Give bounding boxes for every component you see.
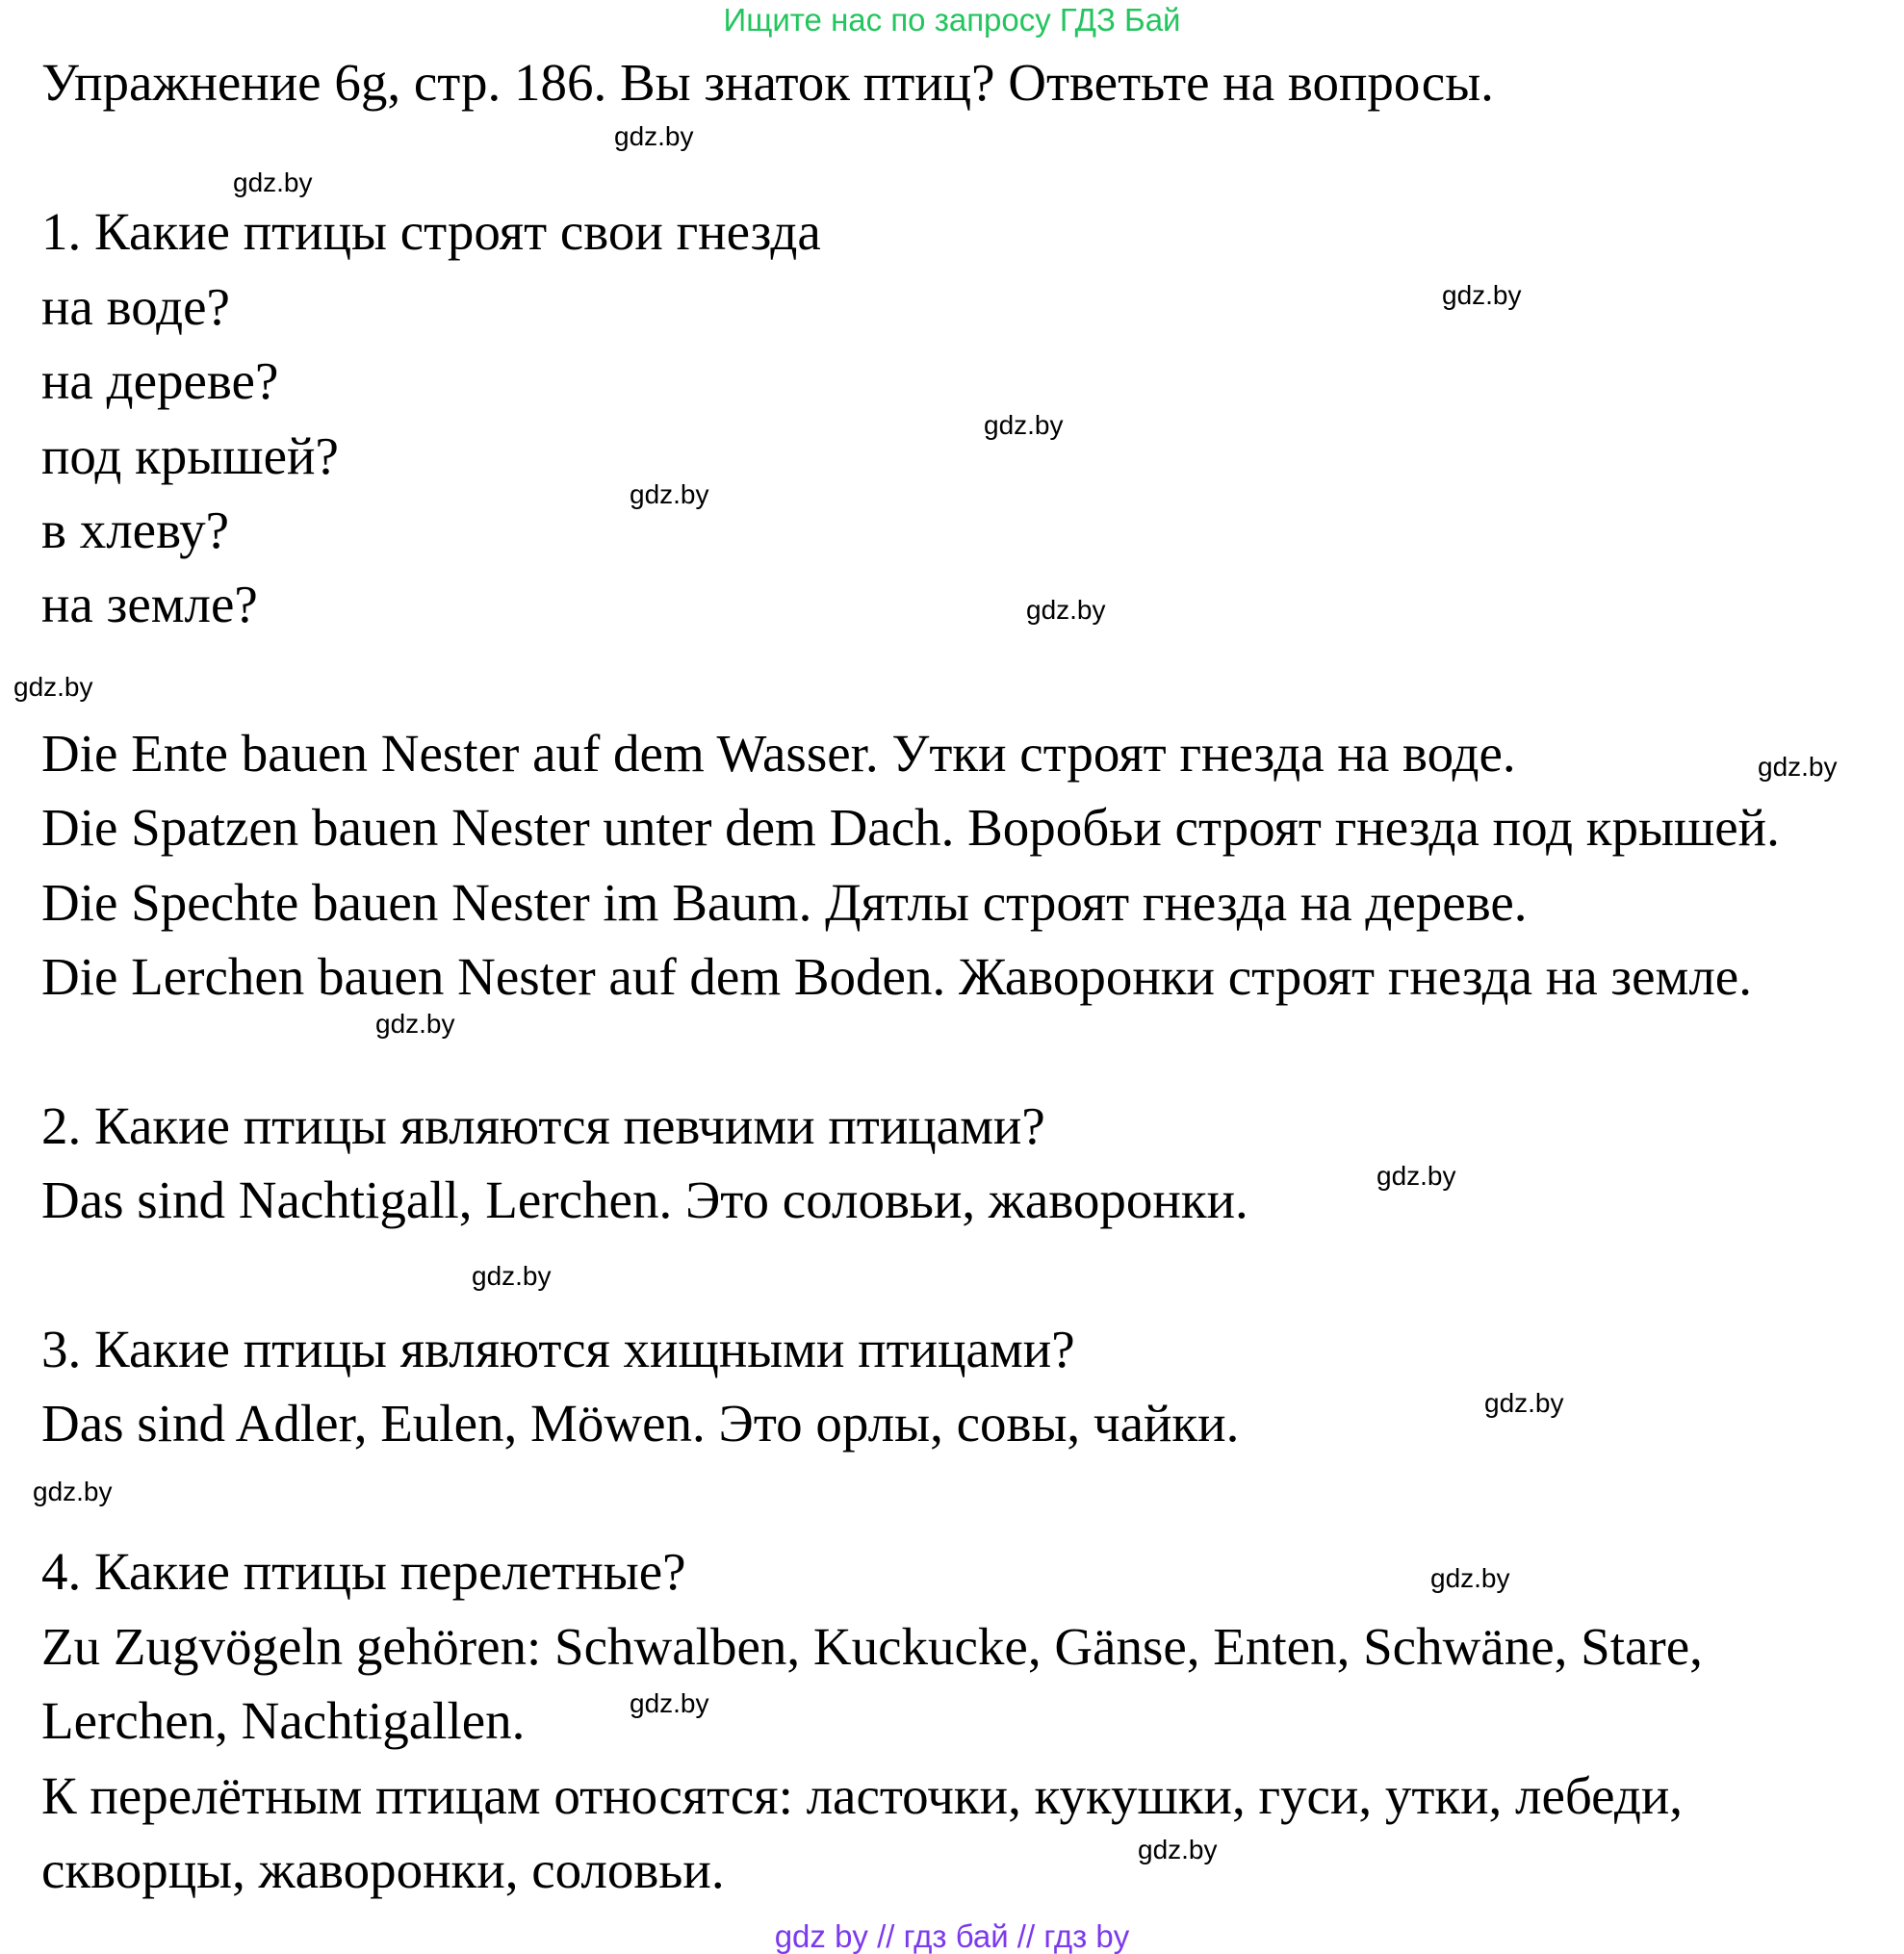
question-1-option: на воде? <box>41 277 230 336</box>
answer-4-de-line: Lerchen, Nachtigallen. <box>41 1691 526 1750</box>
watermark: gdz.by <box>984 410 1064 440</box>
watermark: gdz.by <box>472 1261 552 1291</box>
watermark: gdz.by <box>1377 1161 1456 1191</box>
watermark: gdz.by <box>1138 1835 1218 1864</box>
watermark: gdz.by <box>33 1477 113 1506</box>
question-4: 4. Какие птицы перелетные? <box>41 1542 686 1601</box>
watermark: gdz.by <box>375 1009 455 1039</box>
question-3: 3. Какие птицы являются хищными птицами? <box>41 1320 1075 1378</box>
question-1-option: в хлеву? <box>41 501 230 559</box>
watermark: gdz.by <box>13 672 93 702</box>
footer-links: gdz by // гдз бай // гдз by <box>774 1918 1130 1954</box>
watermark: gdz.by <box>1026 595 1106 625</box>
question-1-option: под крышей? <box>41 426 339 485</box>
watermark: gdz.by <box>614 121 694 151</box>
search-banner: Ищите нас по запросу ГДЗ Бай <box>723 2 1181 38</box>
answer-1-line: Die Ente bauen Nester auf dem Wasser. Утки строят гнезда на воде. <box>41 724 1516 783</box>
watermark: gdz.by <box>630 1688 709 1718</box>
question-2: 2. Какие птицы являются певчими птицами? <box>41 1096 1045 1155</box>
watermark: gdz.by <box>630 479 709 509</box>
question-1-option: на земле? <box>41 575 258 633</box>
question-1: 1. Какие птицы строят свои гнезда <box>41 202 821 261</box>
watermark: gdz.by <box>1758 752 1838 782</box>
answer-3: Das sind Adler, Eulen, Möwen. Это орлы, совы, чайки. <box>41 1394 1240 1453</box>
watermark: gdz.by <box>1442 280 1522 310</box>
watermark: gdz.by <box>233 167 313 197</box>
watermark: gdz.by <box>1484 1388 1564 1418</box>
answer-4-de-line: Zu Zugvögeln gehören: Schwalben, Kuckucke, Gänse, Enten, Schwäne, Stare, <box>41 1617 1703 1676</box>
answer-4-ru-line: К перелётным птицам относятся: ласточки, кукушки, гуси, утки, лебеди, <box>41 1766 1684 1825</box>
question-1-option: на дереве? <box>41 351 279 410</box>
answer-1-line: Die Lerchen bauen Nester auf dem Boden. Жаворонки строят гнезда на земле. <box>41 947 1752 1006</box>
answer-2: Das sind Nachtigall, Lerchen. Это соловьи, жаворонки. <box>41 1170 1248 1229</box>
watermark: gdz.by <box>1430 1563 1510 1593</box>
exercise-title: Упражнение 6g, стр. 186. Вы знаток птиц? Ответьте на вопросы. <box>41 53 1494 112</box>
answer-1-line: Die Spechte bauen Nester im Baum. Дятлы строят гнезда на дереве. <box>41 873 1528 932</box>
answer-1-line: Die Spatzen bauen Nester unter dem Dach. Воробьи строят гнезда под крышей. <box>41 798 1780 857</box>
answer-4-ru-line: скворцы, жаворонки, соловьи. <box>41 1840 725 1899</box>
